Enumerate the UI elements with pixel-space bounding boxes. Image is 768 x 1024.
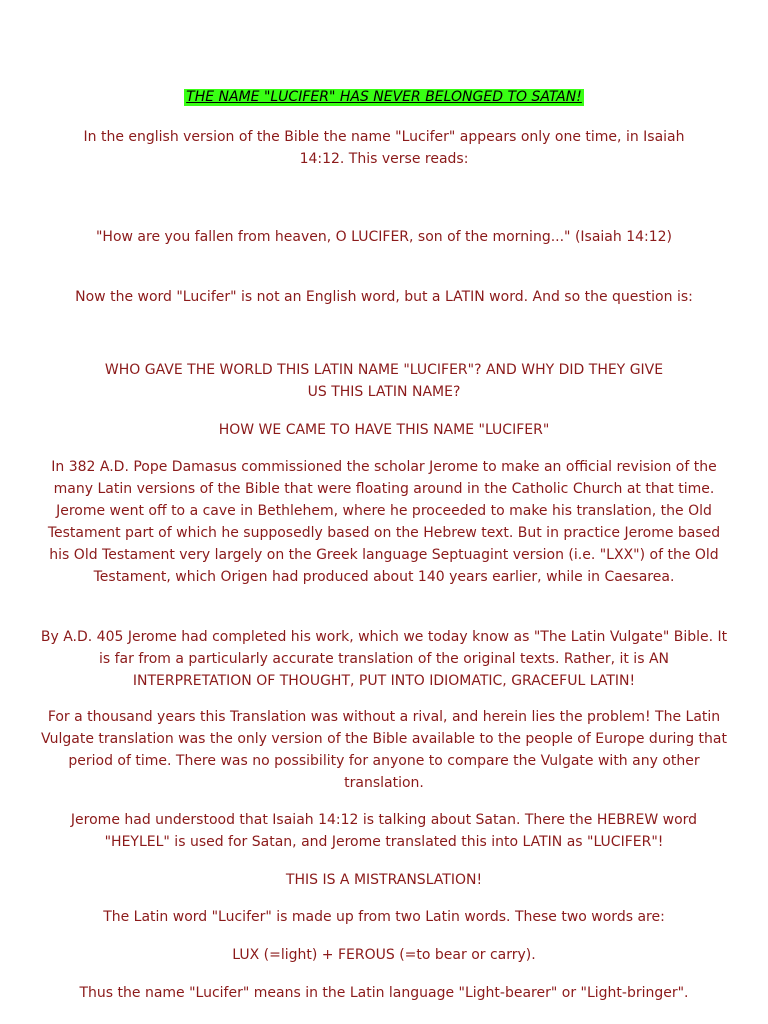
paragraph-light-bearer: Thus the name "Lucifer" means in the Latin language "Light-bearer" or "Light-bringer". (79, 985, 689, 1001)
mistranslation-heading: THIS IS A MISTRANSLATION! (285, 872, 483, 888)
paragraph-verse-quote: "How are you fallen from heaven, O LUCIFER, son of the morning..." (Isaiah 14:12) (95, 229, 673, 245)
paragraph-two-latin-words: The Latin word "Lucifer" is made up from two Latin words. These two words are: (103, 909, 665, 925)
paragraph-heylel: Jerome had understood that Isaiah 14:12 is talking about Satan. There the HEBREW word "HEYLEL" is used for Satan, and Jerome translated this into LATIN as "LUCIFER"! (70, 812, 698, 850)
paragraph-question-intro: Now the word "Lucifer" is not an English word, but a LATIN word. And so the question is: (75, 289, 693, 305)
paragraph-jerome-history: In 382 A.D. Pope Damasus commissioned the scholar Jerome to make an official revision of the many Latin versions of the Bible that were floating around in the Catholic Church at that time. Jerome went off to a cave in Bethlehem, where he proceeded to make his translation, the Old Testament part of which he supposedly based on the Hebrew text. But in practice Jerome based his Old Testament very largely on the Greek language Septuagint version (i.e. "LXX") of the Old Testament, which Origen had produced about 140 years earlier, while in Caesarea. (47, 459, 721, 585)
paragraph-vulgate-completed: By A.D. 405 Jerome had completed his work, which we today know as "The Latin Vulgate" Bible. It is far from a particularly accurate translation of the original texts. Rather, it is AN INTERPRETATION OF THOUGHT, PUT INTO IDIOMATIC, GRACEFUL LATIN! (40, 629, 728, 689)
paragraph-lux-ferous: LUX (=light) + FEROUS (=to bear or carry). (232, 947, 536, 963)
document-title: THE NAME "LUCIFER" HAS NEVER BELONGED TO SATAN! (186, 89, 582, 105)
paragraph-who-gave: WHO GAVE THE WORLD THIS LATIN NAME "LUCIFER"? AND WHY DID THEY GIVE US THIS LATIN NAME? (104, 362, 664, 400)
title-container (0, 86, 768, 106)
paragraph-intro: In the english version of the Bible the name "Lucifer" appears only one time, in Isaiah 14:12. This verse reads: (83, 129, 685, 167)
paragraph-thousand-years: For a thousand years this Translation was without a rival, and herein lies the problem! The Latin Vulgate translation was the only version of the Bible available to the people of Europe during that period of time. There was no possibility for anyone to compare the Vulgate with any other translation. (41, 709, 727, 791)
section-heading-how: HOW WE CAME TO HAVE THIS NAME "LUCIFER" (218, 422, 550, 438)
